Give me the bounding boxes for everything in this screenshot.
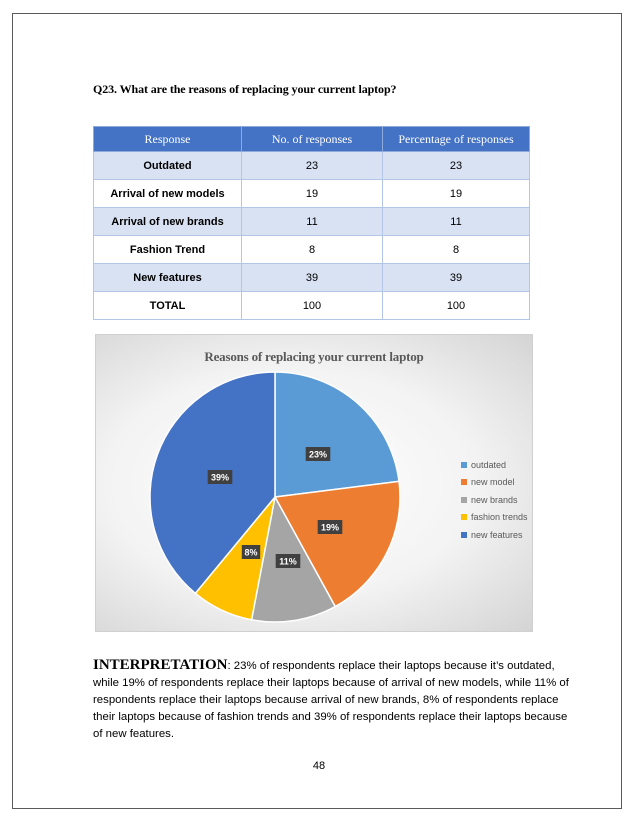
data-label-fashion-trends (242, 545, 260, 559)
row-label: Outdated (94, 152, 242, 180)
legend-swatch (461, 514, 467, 520)
legend-item (461, 526, 528, 544)
row-count: 8 (242, 236, 383, 264)
row-count: 19 (242, 180, 383, 208)
data-label-new-model (318, 520, 343, 534)
interpretation-heading: INTERPRETATION (93, 657, 228, 673)
svg-text:8%: 8% (244, 547, 258, 558)
legend-swatch (461, 497, 467, 503)
row-count: 11 (242, 208, 383, 236)
row-count: 23 (242, 152, 383, 180)
table-row (94, 180, 530, 208)
svg-text:23%: 23% (308, 449, 328, 460)
legend-label: fashion trends (471, 512, 528, 523)
row-percentage: 100 (383, 292, 530, 320)
table-row (94, 208, 530, 236)
table-header-row (94, 127, 530, 152)
table-row (94, 152, 530, 180)
row-percentage: 8 (383, 236, 530, 264)
row-percentage: 23 (383, 152, 530, 180)
legend-item (461, 491, 528, 509)
pie-chart (95, 334, 533, 632)
row-label: New features (94, 264, 242, 292)
legend-label: new features (471, 529, 523, 540)
legend-label: new model (471, 477, 515, 488)
row-percentage: 11 (383, 208, 530, 236)
table-row (94, 264, 530, 292)
row-percentage: 39 (383, 264, 530, 292)
chart-title: Reasons of replacing your current laptop (204, 349, 424, 364)
legend-swatch (461, 479, 467, 485)
page-number: 48 (312, 760, 326, 772)
svg-text:39%: 39% (210, 472, 230, 483)
header-count: No. of responses (242, 127, 383, 152)
legend-item (461, 509, 528, 527)
row-count: 39 (242, 264, 383, 292)
header-percentage: Percentage of responses (383, 127, 530, 152)
pie-slice-outdated (275, 372, 399, 497)
svg-text:11%: 11% (279, 556, 297, 567)
legend-label: outdated (471, 459, 507, 470)
row-percentage: 19 (383, 180, 530, 208)
responses-table (93, 126, 530, 320)
legend-item (461, 474, 528, 492)
row-count: 100 (242, 292, 383, 320)
data-label-new-brands (276, 554, 301, 568)
row-label: TOTAL (94, 292, 242, 320)
interpretation-paragraph (93, 657, 573, 743)
data-label-new-features (208, 470, 233, 484)
row-label: Arrival of new brands (94, 208, 242, 236)
table-total-row (94, 292, 530, 320)
legend-label: new brands (471, 494, 518, 505)
header-response: Response (94, 127, 242, 152)
row-label: Fashion Trend (94, 236, 242, 264)
legend-swatch (461, 532, 467, 538)
chart-legend (461, 456, 528, 544)
question-heading: Q23. What are the reasons of replacing your current laptop? (93, 82, 397, 96)
data-label-outdated (306, 447, 331, 461)
table-row (94, 236, 530, 264)
interpretation-text: : 23% of respondents replace their laptops because it’s outdated, while 19% of respondents replace their laptops because of arrival of new models, while 11% of respondents replace their laptops because arrival of new brands, 8% of respondents replace their laptops because of fashion trends and 39% of respondents replace their laptops because of new features. (93, 660, 569, 740)
legend-swatch (461, 462, 467, 468)
legend-item (461, 456, 528, 474)
row-label: Arrival of new models (94, 180, 242, 208)
svg-text:19%: 19% (320, 522, 340, 533)
